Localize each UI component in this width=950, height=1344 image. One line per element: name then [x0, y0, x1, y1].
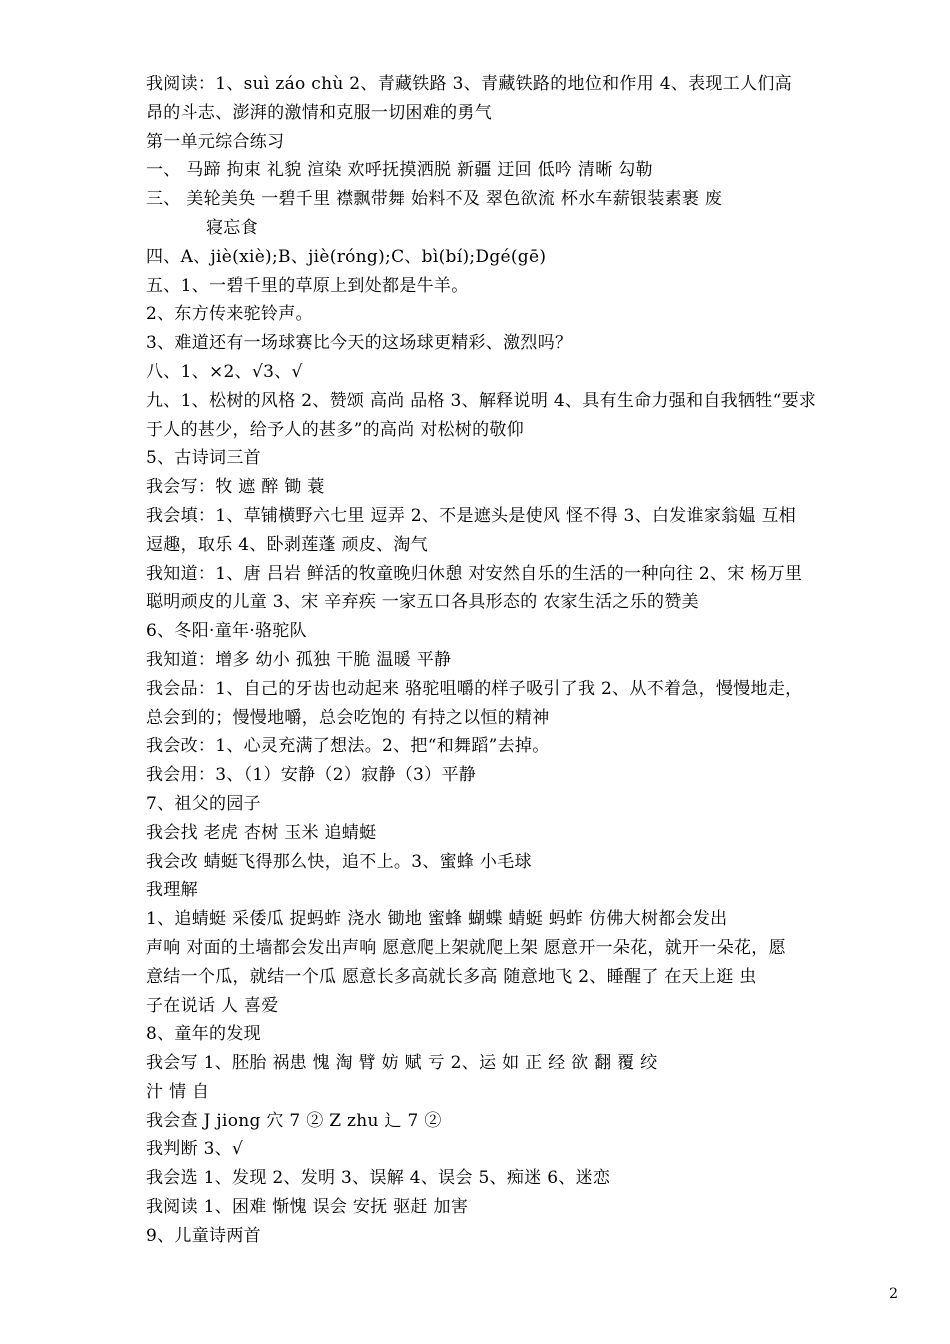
text-line: 一、 马蹄 拘束 礼貌 渲染 欢呼抚摸洒脱 新疆 迂回 低吟 清晰 勾勒	[146, 160, 653, 181]
section-heading: 6、冬阳·童年·骆驼队	[146, 621, 307, 642]
text-line: 我会改：1、心灵充满了想法。2、把“和舞蹈”去掉。	[146, 736, 550, 757]
text-line: 1、追蜻蜓 采倭瓜 捉蚂蚱 浇水 锄地 蜜蜂 蝴蝶 蜻蜓 蚂蚱 仿佛大树都会发出	[146, 909, 728, 930]
text-line: 2、东方传来驼铃声。	[146, 304, 313, 325]
text-line: 3、难道还有一场球赛比今天的这场球更精彩、激烈吗？	[146, 333, 573, 354]
text-line: 我会品：1、自己的牙齿也动起来 骆驼咀嚼的样子吸引了我 2、从不着急，慢慢地走，	[146, 678, 803, 699]
text-line: 逗趣，取乐 4、卧剥莲蓬 顽皮、淘气	[146, 534, 429, 555]
text-line: 我会选 1、发现 2、发明 3、误解 4、误会 5、痴迷 6、迷恋	[146, 1168, 611, 1189]
text-line: 三、 美轮美奂 一碧千里 襟飘带舞 始料不及 翠色欲流 杯水车薪银装素裹 废	[146, 189, 723, 210]
text-line: 四、A、jiè(xiè);B、jiè(róng);C、bì(bí);Dgé(gē)	[146, 246, 547, 267]
text-line: 寝忘食	[206, 217, 258, 238]
text-line: 我判断 3、√	[146, 1139, 244, 1160]
text-line: 我会用：3、（1）安静（2）寂静（3）平静	[146, 765, 477, 786]
answer-text-block	[146, 70, 902, 1251]
text-line: 我会找 老虎 杏树 玉米 追蜻蜓	[146, 822, 377, 843]
text-line: 总会到的；慢慢地嚼，总会吃饱的 有持之以恒的精神	[146, 707, 550, 728]
text-line: 五、1、一碧千里的草原上到处都是牛羊。	[146, 275, 469, 296]
text-line: 聪明顽皮的儿童 3、宋 辛弃疾 一家五口各具形态的 农家生活之乐的赞美	[146, 592, 699, 613]
text-line: 八、1、×2、√3、√	[146, 361, 303, 382]
text-line: 我阅读：1、suì záo chù 2、青藏铁路 3、青藏铁路的地位和作用 4、表现工人们高	[146, 74, 792, 94]
text-line: 我会改 蜻蜓飞得那么快，追不上。3、蜜蜂 小毛球	[146, 851, 532, 872]
text-line: 我会写：牧 遮 醉 锄 蓑	[146, 477, 325, 498]
text-line: 于人的甚少，给予人的甚多”的高尚 对松树的敬仰	[146, 419, 524, 440]
text-line: 我知道：1、唐 吕岩 鲜活的牧童晚归休憩 对安然自乐的生活的一种向往 2、宋 杨万里	[146, 563, 803, 584]
text-line: 我知道：增多 幼小 孤独 干脆 温暖 平静	[146, 649, 452, 670]
section-heading: 8、童年的发现	[146, 1024, 261, 1045]
text-line: 意结一个瓜，就结一个瓜 愿意长多高就长多高 随意地飞 2、睡醒了 在天上逛 虫	[146, 966, 757, 987]
section-heading: 7、祖父的园子	[146, 793, 261, 814]
text-line: 声响 对面的土墙都会发出声响 愿意爬上架就爬上架 愿意开一朵花，就开一朵花，愿	[146, 937, 786, 958]
text-line: 子在说话 人 喜爱	[146, 995, 279, 1016]
text-line: 我会写 1、胚胎 祸患 愧 淘 臂 妨 赋 亏 2、运 如 正 经 欲 翻 覆 绞	[146, 1053, 658, 1074]
text-line: 九、1、松树的风格 2、赞颂 高尚 品格 3、解释说明 4、具有生命力强和自我牺牲“要求	[146, 390, 817, 411]
page-number: 2	[889, 1286, 898, 1302]
section-heading: 第一单元综合练习	[146, 131, 285, 152]
section-heading: 9、儿童诗两首	[146, 1225, 261, 1246]
text-line: 汁 情 自	[146, 1081, 210, 1102]
text-line: 昂的斗志、澎湃的激情和克服一切困难的勇气	[146, 102, 492, 123]
text-line: 我理解	[146, 880, 198, 901]
text-line: 我会填：1、草铺横野六七里 逗弄 2、不是遮头是使风 怪不得 3、白发谁家翁媪 互相	[146, 505, 797, 526]
text-line: 我会查 J jiong 穴 7 ② Z zhu 辶 7 ②	[146, 1110, 442, 1131]
section-heading: 5、古诗词三首	[146, 448, 261, 469]
text-line: 我阅读 1、困难 惭愧 误会 安抚 驱赶 加害	[146, 1197, 469, 1218]
